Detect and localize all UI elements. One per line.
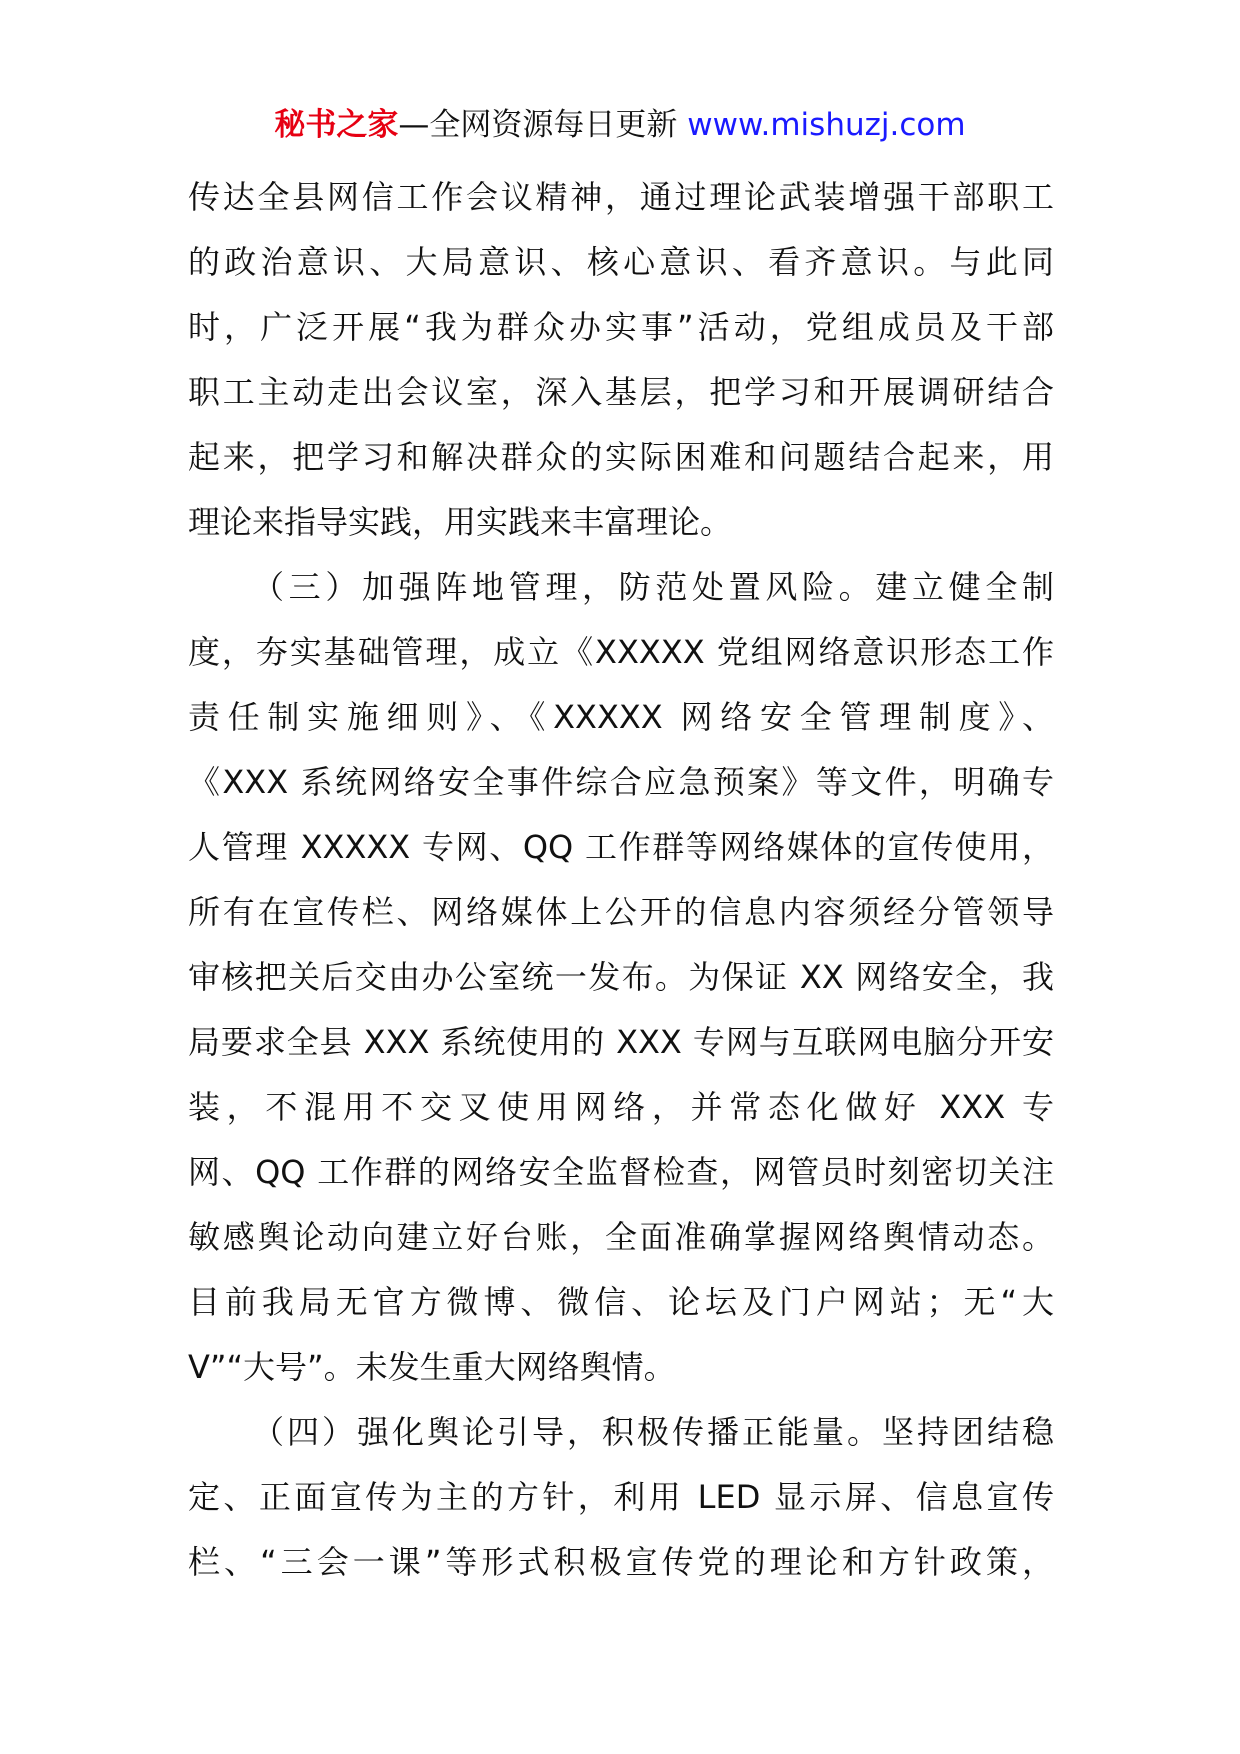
section-heading-line: （四）强化舆论引导，积极传播正能量。坚持团结稳	[252, 1413, 1054, 1451]
text-line: 所有在宣传栏、网络媒体上公开的信息内容须经分管领导	[188, 893, 1054, 931]
text-line: 网、QQ 工作群的网络安全监督检查，网管员时刻密切关注	[188, 1153, 1054, 1191]
text-line: 时，广泛开展“我为群众办实事”活动，党组成员及干部	[188, 308, 1054, 346]
text-line: 目前我局无官方微博、微信、论坛及门户网站；无“大	[188, 1283, 1054, 1321]
text-line: 传达全县网信工作会议精神，通过理论武装增强干部职工	[188, 178, 1054, 216]
text-line: 起来，把学习和解决群众的实际困难和问题结合起来，用	[188, 438, 1054, 476]
text-line: 装，不混用不交叉使用网络，并常态化做好 XXX 专	[188, 1088, 1054, 1126]
text-line: 理论来指导实践，用实践来丰富理论。	[188, 503, 733, 541]
document-body	[188, 165, 1054, 1595]
page-header	[0, 100, 1240, 150]
text-line: V”“大号”。未发生重大网络舆情。	[188, 1348, 676, 1386]
text-line: 敏感舆论动向建立好台账，全面准确掌握网络舆情动态。	[188, 1218, 1054, 1256]
text-line: 职工主动走出会议室，深入基层，把学习和开展调研结合	[188, 373, 1054, 411]
site-brand: 秘书之家	[274, 107, 399, 143]
section-heading-line: （三）加强阵地管理，防范处置风险。建立健全制	[252, 568, 1054, 606]
site-tagline: —全网资源每日更新	[398, 107, 678, 143]
text-line: 局要求全县 XXX 系统使用的 XXX 专网与互联网电脑分开安	[188, 1023, 1054, 1061]
text-line: 的政治意识、大局意识、核心意识、看齐意识。与此同	[188, 243, 1054, 281]
text-line: 人管理 XXXXX 专网、QQ 工作群等网络媒体的宣传使用，	[188, 828, 1054, 866]
text-line: 审核把关后交由办公室统一发布。为保证 XX 网络安全，我	[188, 958, 1054, 996]
text-line: 栏、“三会一课”等形式积极宣传党的理论和方针政策，	[188, 1543, 1054, 1581]
text-line: 度，夯实基础管理，成立《XXXXX 党组网络意识形态工作	[188, 633, 1054, 671]
site-url: www.mishuzj.com	[687, 107, 966, 143]
text-line: 责任制实施细则》、《XXXXX 网络安全管理制度》、	[188, 698, 1054, 736]
text-line: 定、正面宣传为主的方针，利用 LED 显示屏、信息宣传	[188, 1478, 1054, 1516]
text-line: 《XXX 系统网络安全事件综合应急预案》等文件，明确专	[188, 763, 1054, 801]
